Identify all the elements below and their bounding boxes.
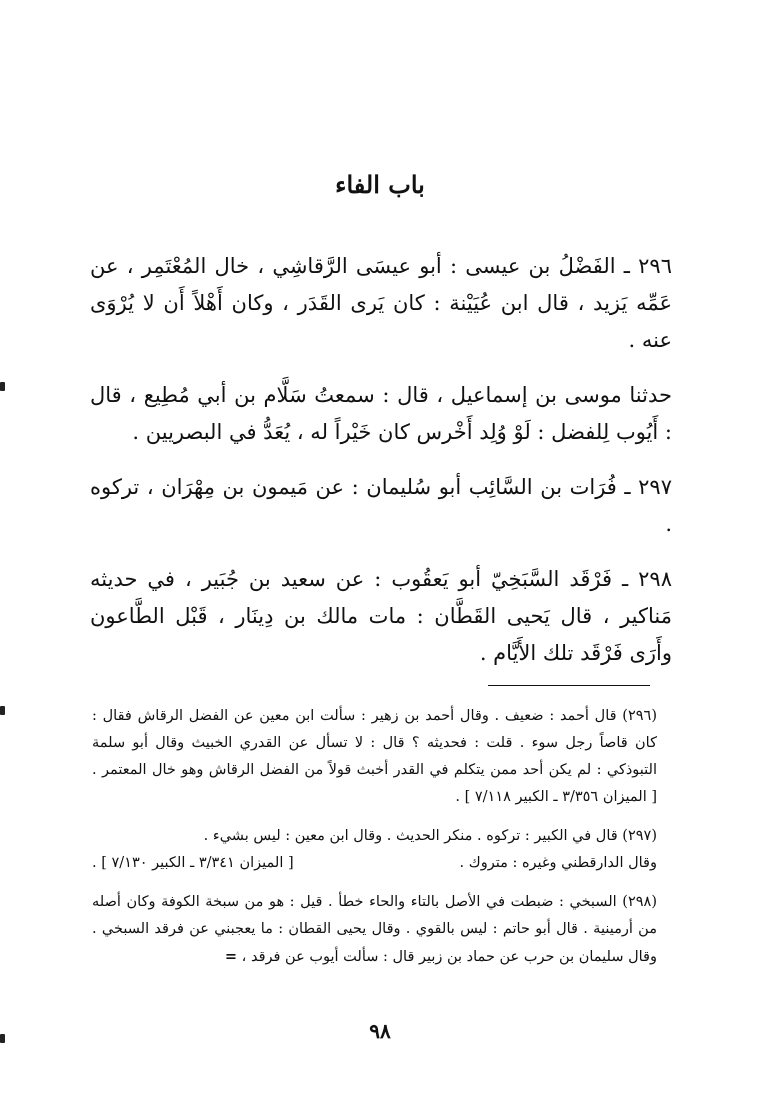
footnote-297-line1: (٢٩٧) قال في الكبير : تركوه . منكر الحديث . وقال ابن معين : ليس بشيء . bbox=[203, 828, 657, 844]
margin-mark bbox=[0, 706, 5, 715]
footnote-297-line2-row bbox=[92, 850, 657, 877]
footnote-296-ref: [ الميزان ٣/٣٥٦ ـ الكبير ٧/١١٨ ] . bbox=[455, 789, 657, 805]
entry-297: ٢٩٧ ـ فُرَات بن السَّائِب أبو سُليمان : عن مَيمون بن مِهْرَان ، تركوه . bbox=[90, 475, 672, 536]
footnote-298 bbox=[92, 889, 657, 971]
chapter-title: باب الفاء bbox=[335, 170, 425, 199]
page-number: ٩٨ bbox=[369, 1019, 391, 1043]
footnote-297 bbox=[92, 823, 657, 877]
main-text bbox=[90, 248, 672, 672]
margin-mark bbox=[0, 1034, 5, 1043]
footnote-297-line2: وقال الدارقطني وغيره : متروك . bbox=[459, 855, 657, 871]
footnotes bbox=[92, 703, 657, 983]
margin-mark bbox=[0, 382, 5, 391]
footnote-296 bbox=[92, 703, 657, 811]
continuation-mark: = bbox=[224, 948, 238, 965]
entry-298: ٢٩٨ ـ فَرْقَد السَّبَخِيّ أبو يَعقُوب : عن سعيد بن جُبَير ، في حديثه مَناكير ، قال يَحيى القَطَّان : مات مالك بن دِينَار ، قَبْل الطَّاعون وأَرَى فَرْقَد تلك الأَيَّام . bbox=[90, 567, 672, 665]
footnote-297-ref: [ الميزان ٣/٣٤١ ـ الكبير ٧/١٣٠ ] . bbox=[92, 855, 294, 871]
entry-296: ٢٩٦ ـ الفَضْلُ بن عيسى : أبو عيسَى الرَّقاشِي ، خال المُعْتَمِر ، عن عَمِّه يَزيد ، قال ابن عُيَيْنة : كان يَرى القَدَر ، وكان أَهْلاً أَن لا يُرْوَى عنه . bbox=[90, 254, 672, 352]
entry-296-hadith: حدثنا موسى بن إسماعيل ، قال : سمعتُ سَلَّام بن أبي مُطِيع ، قال : أَيُوب لِلفضل : لَوْ وُلِد أَخْرس كان خَيْراً له ، يُعَدُّ في البصريين . bbox=[90, 383, 672, 444]
footnote-298-text: (٢٩٨) السبخي : ضبطت في الأصل بالتاء والحاء خطأ . قيل : هو من سبخة الكوفة وكان أصله من أرمينية . قال أبو حاتم : ليس بالقوي . وقال يحيى القطان : ما يعجبني عن فرقد السبخي . وقال سليمان بن حرب عن حماد بن زبير قال : سألت أيوب عن فرقد ، bbox=[92, 894, 657, 965]
footnote-divider bbox=[488, 685, 650, 686]
footnote-296-text: (٢٩٦) قال أحمد : ضعيف . وقال أحمد بن زهير : سألت ابن معين عن الفضل الرقاش فقال : كان قاصاً رجل سوء . قلت : فحديثه ؟ قال : لا تسأل عن القدري الخبيث وقال أبو سلمة التبوذكي : لم يكن أحد ممن يتكلم في القدر أخبث قولاً من الفضل الرقاش وهو خال المعتمر . bbox=[92, 708, 657, 778]
